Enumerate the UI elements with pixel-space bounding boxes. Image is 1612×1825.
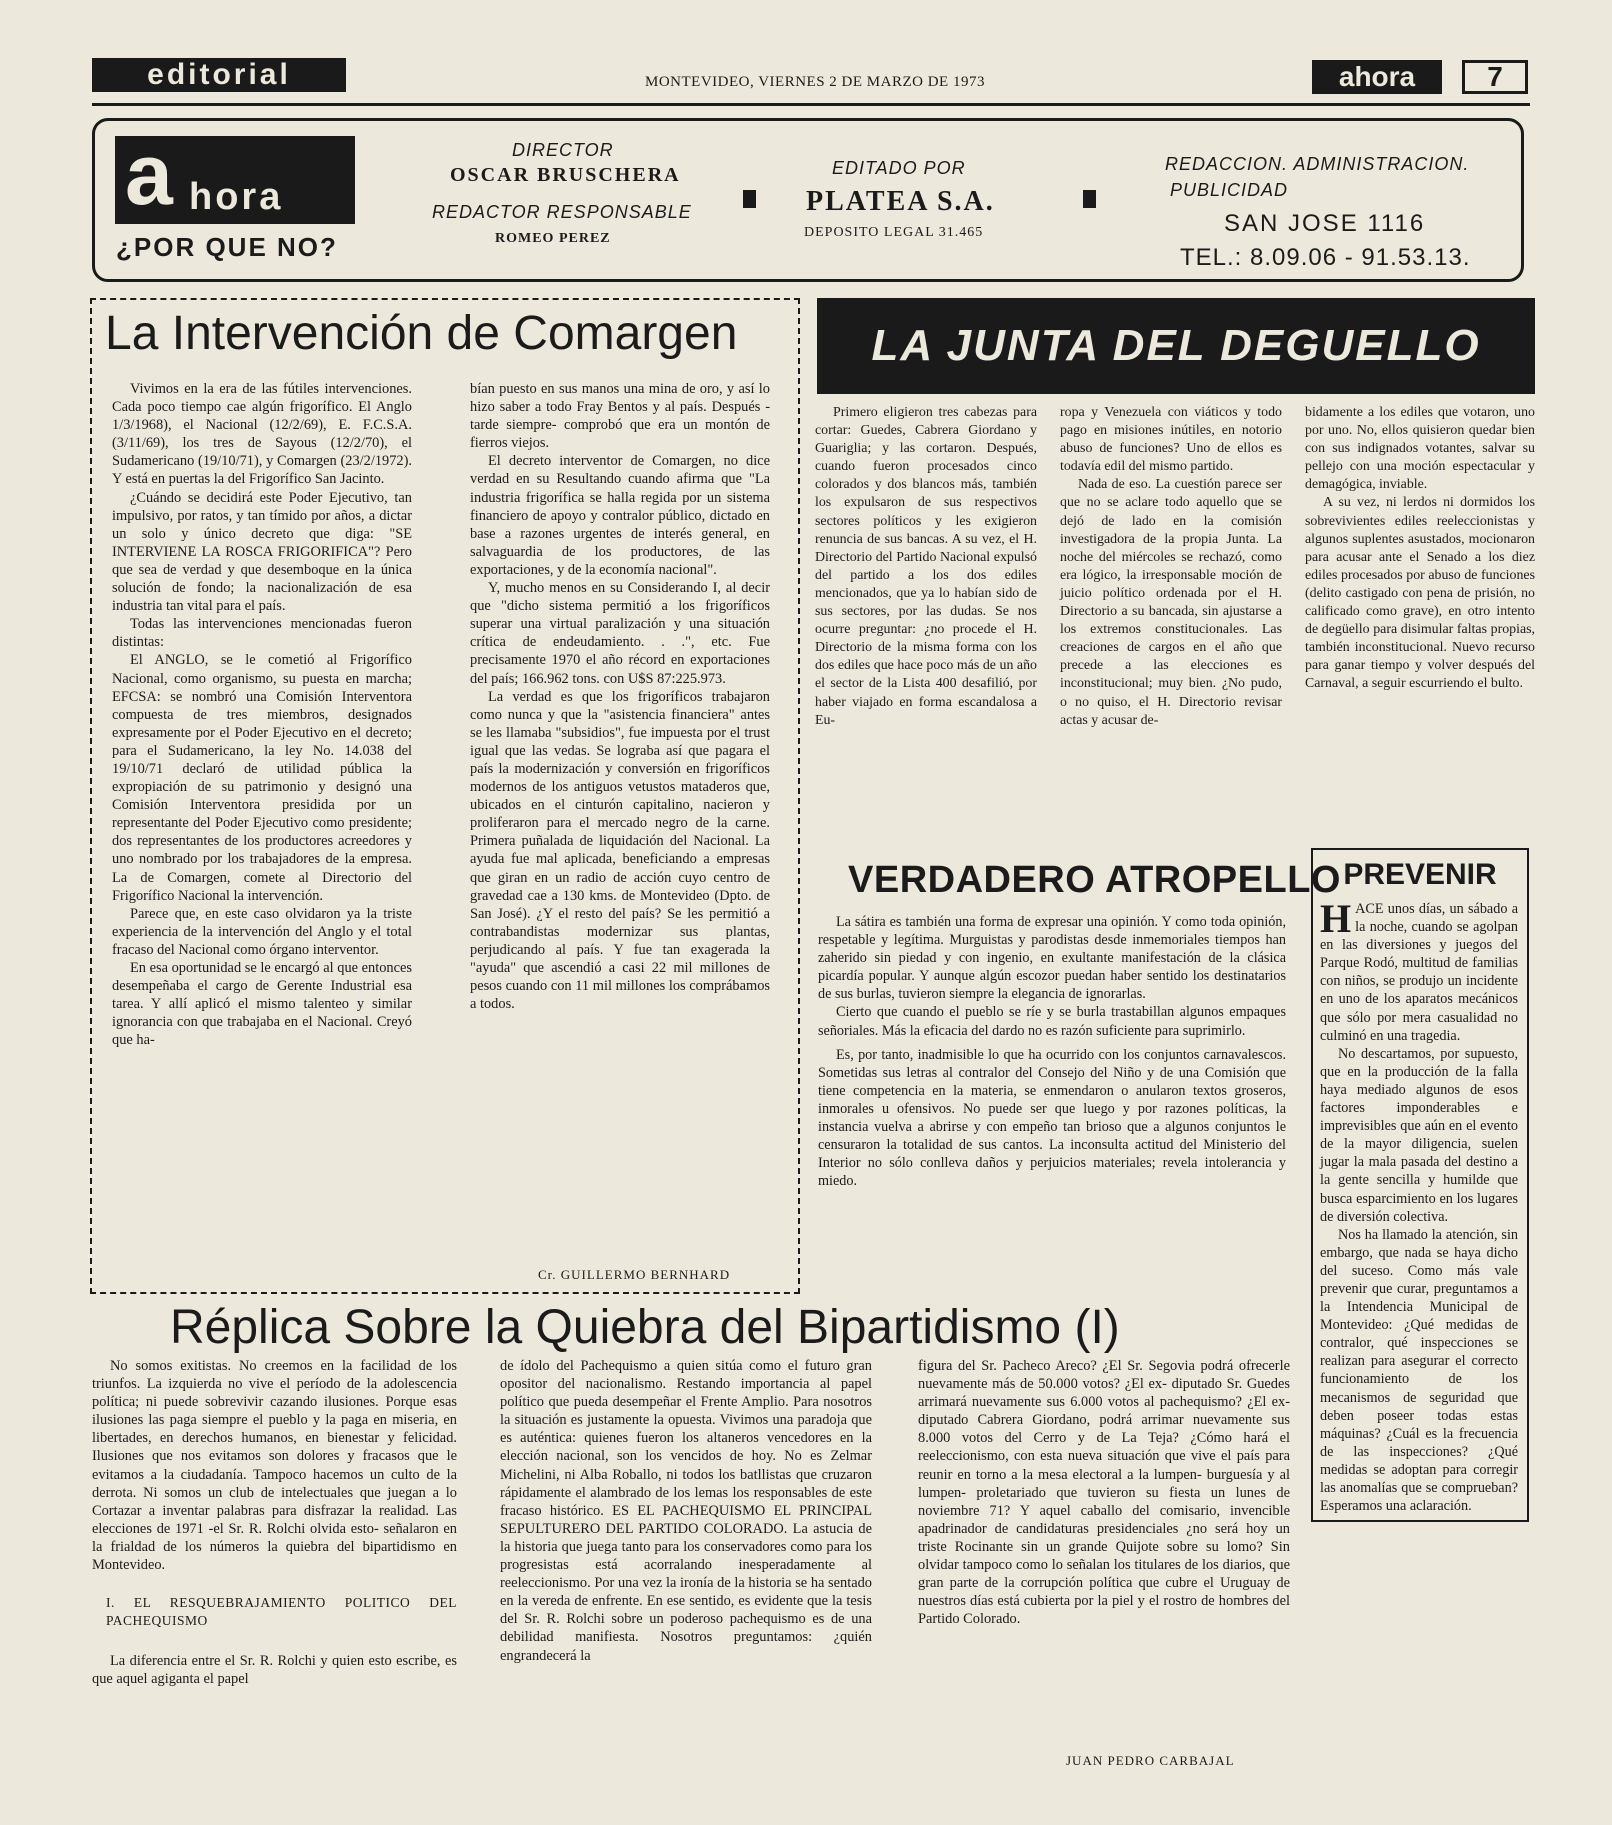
logo-hora: hora	[189, 176, 284, 218]
editado-name: PLATEA S.A.	[806, 186, 995, 217]
article-intervencion-col1	[112, 380, 412, 1049]
brand-label: ahora	[1312, 60, 1442, 94]
paragraph: bidamente a los ediles que votaron, uno por uno. No, ellos quisieron quedar bien con sus indignados votantes, salvar su pellejo con una moción espectacular y demagógica, inviable.	[1305, 405, 1535, 493]
paragraph: En esa oportunidad se le encargó al que entonces desempeñaba el cargo de Gerente Industrial esa tarea. Y allí aplicó el mismo talenteo y similar ignorancia con que trabajaba en el Nacional. Creyó que ha-	[112, 960, 412, 1049]
deposito-legal: DEPOSITO LEGAL 31.465	[804, 225, 984, 240]
redactor-name: ROMEO PEREZ	[495, 231, 611, 246]
director-name: OSCAR BRUSCHERA	[450, 164, 681, 186]
logo-a: a	[125, 127, 173, 223]
paragraph: Primero eligieron tres cabezas para cortar: Guedes, Cabrera Giordano y Guariglia; y las cortaron. Después, cuando fueron procesados cinco colorados y dos blancos más, también los expulsaron de sus respectivos sectores políticos y les exigieron renuncia de sus bancas. A su vez, el H. Directorio del Partido Nacional expulsó del partido a los dos ediles mencionados, que ya lo habían sido de sus sectores, por las dudas. Se nos ocurre preguntar: ¿no procede el H. Directorio de la misma forma con los dos ediles que hace poco más de un año el sector de la Lista 400 desafilió, por haber viajado en forma escandalosa a Eu-	[815, 405, 1037, 728]
subheading: I. EL RESQUEBRAJAMIENTO POLITICO DEL PACHEQUISMO	[106, 1595, 457, 1629]
ahora-logo	[115, 127, 355, 224]
paragraph: ropa y Venezuela con viáticos y todo pago en misiones inútiles, en notorio abuso de funciones? Uno de ellos es todavía edil del mismo partido.	[1060, 405, 1282, 475]
address: SAN JOSE 1116	[1224, 210, 1426, 237]
dropcap: H	[1320, 896, 1352, 941]
paragraph: No descartamos, por supuesto, que en la producción de la falla haya mediado algunos de esos factores imponderables e imprevisibles que aún en el evento de la mayor diligencia, suelen jugar la mala pasada del destino a la gente sencilla y humilde que busca esparcimiento en los lugares de diversión colectiva.	[1320, 1045, 1518, 1225]
paragraph: Nos ha llamado la atención, sin embargo, que nada se haya dicho del suceso. Como más vale prevenir que curar, preguntamos a la Intendencia Municipal de Montevideo: ¿Qué medidas de contralor, qué inspecciones se realizan para asegurar el correcto funcionamiento de los mecanismos de seguridad que deben poseer todas estas máquinas? ¿Cuál es la frecuencia de las inspecciones? ¿Qué medidas se adoptan para corregir las anomalías que se comprueban? Esperamos una aclaración.	[1320, 1226, 1518, 1515]
paragraph: El ANGLO, se le cometió al Frigorífico Nacional, como organismo, su puesta en marcha; EFCSA: se nombró una Comisión Interventora compuesta de tres miembros, designados expresamente por el Poder Ejecutivo en el decreto; para el Sudamericano, la ley No. 14.038 del 19/10/71 declaró de utilidad pública la expropiación de su patrimonio y designó una Comisión Interventora presidida por un representante del Poder Ejecutivo como presidente; dos representantes de los productores acreedores y uno nombrado por los trabajadores de la empresa. La de Comargen, comete al Directorio del Frigorífico Nacional la intervención.	[112, 652, 412, 904]
paragraph: ¿Cuándo se decidirá este Poder Ejecutivo, tan impulsivo, por ratos, y tan tímido por años, a dictar un solo y único decreto que diga: "SE INTERVIENE LA ROSCA FRIGORIFICA"? Pero que sea de verdad y que desemboque en la única solución de fondo; la nacionalización de esa industria tan vital para el país.	[112, 489, 412, 615]
article-prevenir-title: PREVENIR	[1343, 858, 1497, 891]
paragraph: figura del Sr. Pacheco Areco? ¿El Sr. Segovia podrá ofrecerle nuevamente más de 50.000 votos? ¿El ex- diputado Sr. Guedes arrimará nuevamente sus 6.000 votos al pachequismo? ¿El ex- diputado Cabrera Giordano, podrá arrimar nuevamente sus 8.000 votos del Cerro y de La Teja? ¿Cómo hará el reeleccionismo, con esta nueva situación que vive el país para reunir en torno a la mesa electoral a la lumpen- burguesía y al lumpen- proletariado que tuvieron su fiesta un lunes de noviembre 71? Y aquel caballo del comisario, invencible apadrinador de candidaturas presidenciales ¿no será hoy un triste Rocinante sin un grande Quijote sobre su lomo? Sin olvidar tampoco como lo señalan los titulares de los diarios, que gran parte de la corrupción política que cubre el Uruguay de nuestros días está cubierta por la piel y el rostro de hombres del Partido Colorado.	[918, 1358, 1290, 1628]
paragraph: Nada de eso. La cuestión parece ser que no se aclare todo aquello que se dejó de lado en la comisión investigadora de la propia Junta. La noche del miércoles se rechazó, como era lógico, la irresponsable moción de juicio político ordenada por el H. Directorio a su bancada, sin ajustarse a los extremos constitucionales. Las creaciones de cargos en el año que precede a las elecciones es inconstitucional; muy bien. ¿No pudo, o no quiso, el H. Directorio revisar actas y acusar de-	[1060, 477, 1282, 728]
article-intervencion-signature: Cr. GUILLERMO BERNHARD	[538, 1267, 731, 1282]
article-replica-col3	[918, 1357, 1290, 1628]
article-prevenir-body	[1320, 896, 1518, 1515]
article-replica-signature: JUAN PEDRO CARBAJAL	[1066, 1753, 1235, 1768]
masthead-bullet	[743, 190, 756, 208]
slogan: ¿POR QUE NO?	[116, 232, 338, 262]
masthead-bullet	[1083, 190, 1096, 208]
section-label: editorial	[92, 58, 346, 92]
telephone: TEL.: 8.09.06 - 91.53.13.	[1180, 244, 1471, 271]
editado-label: EDITADO POR	[832, 158, 966, 178]
redactor-label: REDACTOR RESPONSABLE	[432, 202, 692, 222]
director-label: DIRECTOR	[512, 140, 614, 160]
paragraph: Es, por tanto, inadmisible lo que ha ocurrido con los conjuntos carnavalescos. Sometidas sus letras al contralor del Consejo del Niño y de una Comisión que tiene competencia en la materia, se enmendaron o anularon textos groseros, inmorales u ofensivos. No puede ser que luego y por razones políticas, la instancia vuelva a abrirse y con empeño tan brioso que a algunos conjuntos le censuraron la totalidad de sus cantos. La inconsulta actitud del Ministerio del Interior no sólo conlleva daños y perjuicios materiales; revela intolerancia y miedo.	[818, 1046, 1286, 1190]
article-replica-title: Réplica Sobre la Quiebra del Bipartidismo (I)	[170, 1301, 1120, 1354]
paragraph: La verdad es que los frigoríficos trabajaron como nunca y que la "asistencia financiera" antes se les llamaba "subsidios", fue impuesta por el trust igual que las vedas. Se lograba así que pagara el país la modernización y conversión en frigoríficos modernos de los antiguos vetustos mataderos que, ubicados en el cinturón capitalino, nacieron y proliferaron para el mercado negro de la carne. Primera puñalada de liquidación del Nacional. La ayuda fue mal aplicada, beneficiando a empresas que giran en un radio de acción cuyo centro de gravedad cae a 130 kms. de Montevideo (Dpto. de San José). ¿Y el resto del país? Se les permitió a contrabandistas modernizar sus plantas, perjudicando al país. Y fue tan exagerada la "ayuda" que ascendió a casi 22 mil millones de pesos cuando con 11 mil millones los comprábamos a todos.	[470, 688, 770, 1013]
article-junta-col1	[815, 404, 1037, 730]
paragraph: de ídolo del Pachequismo a quien sitúa como el futuro gran opositor del nacionalismo. Restando importancia al papel político que pueda desempeñar el Frente Amplio. Para nosotros la situación es justamente la opuesta. Vivimos una paradoja que es auténtica: quienes fueron los altaneros vencedores en la elección nacional, son los vencidos de hoy. No es Zelmar Michelini, ni Alba Roballo, ni todos los batllistas que cruzaron rápidamente el alambrado de los lemas los responsables de este fracaso histórico. ES EL PACHEQUISMO EL PRINCIPAL SEPULTURERO DEL PARTIDO COLORADO. La astucia de la historia que juega tanto para los conservadores como para los progresistas está acorralando inesperadamente al reeleccionismo. Por una vez la ironía de la historia se ha sentado en la vereda de enfrente. En ese sentido, es evidente que la tesis del Sr. R. Rolchi sobre un poderoso pachequismo es de una debilidad manifiesta. Nosotros preguntamos: ¿quién engrandecerá la	[500, 1358, 872, 1664]
article-intervencion-col2	[470, 380, 770, 1013]
publicidad-label: PUBLICIDAD	[1170, 180, 1289, 200]
paragraph-text: ACE unos días, un sábado a la noche, cuando se agolpan en las diversiones y juegos del Parque Rodó, multitud de familias con niños, se produjo un incidente en uno de los aparatos mecánicos que sólo por mera casualidad no culminó en una tragedia.	[1320, 901, 1518, 1044]
paragraph: Parece que, en este caso olvidaron ya la triste experiencia de la intervención del Anglo y el total fracaso del Nacional como órgano interventor.	[112, 905, 412, 958]
paragraph: Cierto que cuando el pueblo se ríe y se burla trastabillan algunos empaques señoriales. Más la eficacia del dardo no es razón suficiente para suprimirlo.	[818, 1004, 1286, 1039]
article-atropello-body	[818, 913, 1286, 1190]
paragraph: La sátira es también una forma de expresar una opinión. Y como toda opinión, respetable y legítima. Murguistas y parodistas desde inmemoriales tiempos han zaherido sin piedad y con ingenio, en exultante manifestación de la clásica picardía popular. Y aunque algún escozor puedan haber sentido los destinatarios de sus burlas, tuvieron siempre la elegancia de ignorarlas.	[818, 914, 1286, 1003]
article-intervencion-title: La Intervención de Comargen	[105, 307, 738, 360]
header-rule	[92, 103, 1530, 106]
article-replica-col1	[92, 1357, 457, 1688]
article-junta-title: LA JUNTA DEL DEGUELLO	[871, 321, 1481, 370]
paragraph	[1320, 896, 1518, 1045]
paragraph: Todas las intervenciones mencionadas fueron distintas:	[112, 616, 412, 651]
paragraph: bían puesto en sus manos una mina de oro, y así lo hizo saber a todo Fray Bentos y al país. Después -tarde siempre- comprobó que era un montón de fierros viejos.	[470, 381, 770, 452]
paragraph: Y, mucho menos en su Considerando I, al decir que "dicho sistema permitió a los frigoríficos superar una virtual paralización y una situación crítica de endeudamiento. . .", etc. Fue precisamente 1970 el año récord en exportaciones del país; 166.962 tons. con U$S 87:225.973.	[470, 580, 770, 687]
dateline: MONTEVIDEO, VIERNES 2 DE MARZO DE 1973	[645, 74, 985, 90]
page-number: 7	[1462, 60, 1528, 94]
article-replica-col2	[500, 1357, 872, 1665]
article-junta-col2	[1060, 404, 1282, 730]
article-atropello-title: VERDADERO ATROPELLO	[848, 859, 1341, 901]
paragraph: Vivimos en la era de las fútiles intervenciones. Cada poco tiempo cae algún frigorífico. El Anglo 1/3/1968), el Nacional (12/2/69), E. F.C.S.A. (3/11/69), los tres de Sayous (12/2/70), el Sudamericano (19/10/71), y Comargen (23/2/1972). Y está en puertas la del Frigorífico San Jacinto.	[112, 381, 412, 488]
redaccion-label: REDACCION. ADMINISTRACION.	[1165, 154, 1470, 174]
paragraph: El decreto interventor de Comargen, no dice verdad en su Resultando cuando afirma que "La industria frigorífica se halla regida por un sistema financiero de apoyo y contralor público, dictado en base a razones urgentes de interés general, en salvaguardia de los productores, de las exportaciones, y de la economía nacional".	[470, 453, 770, 578]
paragraph: A su vez, ni lerdos ni dormidos los sobrevivientes ediles reeleccionistas y algunos suplentes asustados, mocionaron para acusar ante el Senado a los diez ediles procesados por abuso de funciones (delito castigado con pena de prisión, no calificado como grave), en otro intento de degüello para disimular faltas propias, también inconstitucional. Nuevo recurso para ganar tiempo y volver después del Carnaval, a seguir escurriendo el bulto.	[1305, 495, 1535, 692]
paragraph: La diferencia entre el Sr. R. Rolchi y quien esto escribe, es que aquel agiganta el papel	[92, 1653, 457, 1688]
paragraph: No somos exitistas. No creemos en la facilidad de los triunfos. La izquierda no vive el período de la adolescencia política; ni puede sobrevivir cazando ilusiones. Porque esas ilusiones las paga siempre el pueblo y la paga en miseria, en libertades, en derechos humanos, en bienestar y felicidad. Ilusiones que nos evitamos son dolores y fracasos que le evitamos a la ciudadanía. Tampoco hacemos un culto de la derrota. Ni somos un club de intelectuales que juegan a lo Cortazar a inventar palabras para disfrazar la realidad. Las elecciones de 1971 -el Sr. R. Rolchi olvida esto- señalaron en la frialdad de los números la quiebra del bipartidismo en Montevideo.	[92, 1358, 457, 1574]
article-junta-col3	[1305, 404, 1535, 694]
